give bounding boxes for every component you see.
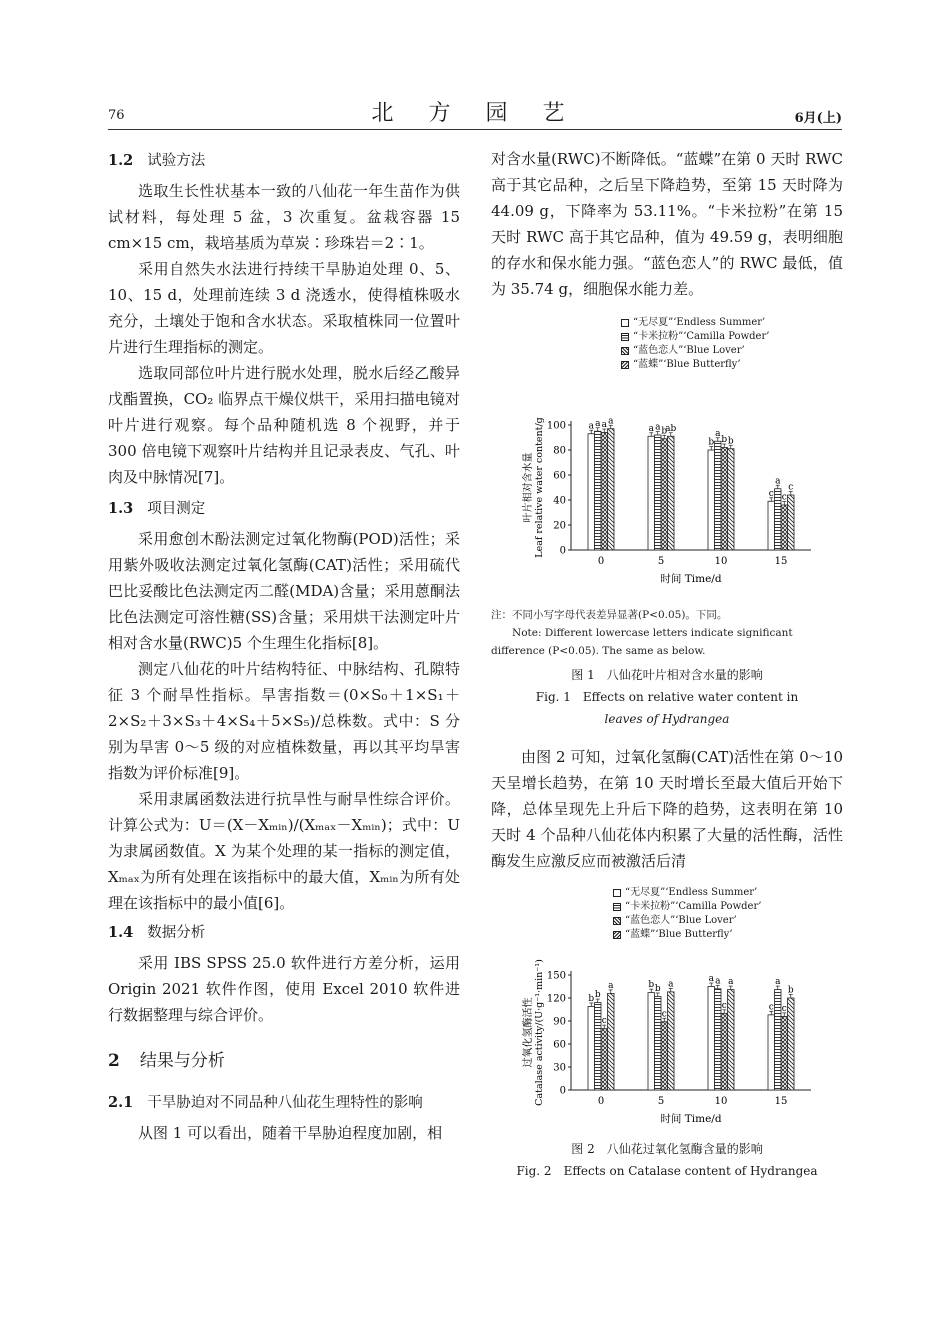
significance-letter: c <box>768 488 774 499</box>
paragraph: 从图 1 可以看出，随着干旱胁迫程度加剧，相 <box>138 1124 443 1142</box>
bar <box>768 501 775 550</box>
significance-letter: a <box>715 976 721 987</box>
bar <box>601 1029 608 1090</box>
x-axis-label: 时间 Time/d <box>660 1113 722 1125</box>
y-tick-label: 30 <box>553 1062 566 1074</box>
figure-1-caption-cn: 图 1 八仙花叶片相对含水量的影响 <box>571 668 763 682</box>
significance-letter: a <box>601 420 607 430</box>
y-tick-label: 60 <box>553 470 566 482</box>
y-axis-label-cn: 过氧化氢酶活性 <box>523 997 534 1068</box>
figure-1 <box>491 316 843 588</box>
legend-item: “蓝色恋人”‘Blue Lover’ <box>621 344 769 358</box>
significance-letter: a <box>595 418 601 429</box>
figure-1-caption-en: Fig. 1 Effects on relative water content in <box>535 690 799 704</box>
y-tick-label: 90 <box>553 1016 566 1028</box>
issue-label: 6月(上) <box>794 111 842 126</box>
significance-letter: a <box>608 980 614 991</box>
bar <box>775 489 782 550</box>
x-tick-label: 0 <box>597 556 605 567</box>
significance-letter: c <box>661 1009 667 1020</box>
bar <box>715 441 722 550</box>
bar <box>728 449 735 550</box>
legend-item: “卡米拉粉”‘Camilla Powder’ <box>621 330 769 344</box>
bar <box>601 433 608 551</box>
y-tick-label: 80 <box>553 445 566 457</box>
y-tick-label: 100 <box>546 420 566 432</box>
y-axis-label-en: Catalase activity/(U·g⁻¹·min⁻¹) <box>534 959 545 1106</box>
significance-letter: c <box>601 1016 607 1027</box>
figure-note-cn: 注：不同小写字母代表差异显著(P<0.05)。下同。 <box>491 609 728 621</box>
legend-item: “蓝蝶”‘Blue Butterfly’ <box>613 928 761 942</box>
paragraph: 采用隶属函数法进行抗旱性与耐旱性综合评价。计算公式为：U＝(X－Xₘᵢₙ)/(Xₘₐₓ－Xₘᵢₙ)；式中：U 为隶属函数值。X 为某个处理的某一指标的测定值，Xₘₐₓ为所有处理在该指标中的最大值，Xₘᵢₙ为所有处理在该指标中的最小值[6]。 <box>108 790 460 912</box>
figure-note-en: Note: Different lowercase letters indicate significant difference (P<0.05). The same as below. <box>491 627 793 657</box>
y-tick-label: 40 <box>553 495 566 507</box>
bar <box>661 439 668 550</box>
significance-letter: a <box>608 416 614 427</box>
significance-letter: b <box>787 985 794 996</box>
x-axis-label: 时间 Time/d <box>660 573 722 585</box>
figure-2-caption-cn: 图 2 八仙花过氧化氢酶含量的影响 <box>571 1142 763 1156</box>
significance-letter: a <box>648 423 654 434</box>
significance-letter: a <box>728 977 734 988</box>
paragraph: 选取同部位叶片进行脱水处理，脱水后经乙酸异戊酯置换，CO₂ 临界点干燥仪烘干，采用扫描电镜对叶片进行观察。每个品种随机选 8 个视野，并于 300 倍电镜下观察叶片结构并且记录表皮、气孔、叶肉及中脉情况[7]。 <box>108 364 460 486</box>
bar <box>668 992 675 1090</box>
section-heading-2-1: 2.1 干旱胁迫对不同品种八仙花生理特性的影响 <box>108 1094 423 1111</box>
legend-item: “蓝色恋人”‘Blue Lover’ <box>613 914 761 928</box>
section-heading-1-3: 1.3 项目测定 <box>108 500 206 517</box>
bar <box>595 431 602 550</box>
bar <box>588 434 595 550</box>
paragraph: 由图 2 可知，过氧化氢酶(CAT)活性在第 0～10 天呈增长趋势，在第 10 天时增长至最大值后开始下降，总体呈现先上升后下降的趋势，这表明在第 10 天时 4 个品种八仙花体内积累了大量的活性酶，活性酶发生应激反应而被激活后清 <box>491 748 843 870</box>
header-rule <box>108 129 842 130</box>
bar <box>781 505 788 550</box>
paragraph: 测定八仙花的叶片结构特征、中脉结构、孔隙特征 3 个耐旱性指标。旱害指数＝(0×S₀＋1×S₁＋2×S₂＋3×S₃＋4×S₄＋5×S₅)/总株数。式中：S 分别为旱害 0～5 级的对应植株数量，再以其平均旱害指数为评价标准[9]。 <box>108 660 460 782</box>
significance-letter: c <box>788 482 794 493</box>
bar <box>661 1022 668 1090</box>
x-tick-label: 5 <box>657 1096 665 1107</box>
paragraph: 采用愈创木酚法测定过氧化物酶(POD)活性；采用紫外吸收法测定过氧化氢酶(CAT)活性；采用硫代巴比妥酸比色法测定丙二醛(MDA)含量；采用蒽酮法比色法测定可溶性糖(SS)含量；采用烘干法测定叶片相对含水量(RWC)5 个生理生化指标[8]。 <box>108 530 460 652</box>
bar <box>608 993 615 1090</box>
bar <box>715 989 722 1090</box>
significance-letter: c <box>768 1002 774 1013</box>
y-tick-label: 150 <box>546 970 566 982</box>
significance-letter: a <box>668 979 674 990</box>
x-tick-label: 15 <box>774 1096 788 1107</box>
figure-1-caption-en-2: leaves of Hydrangea <box>604 712 730 726</box>
paragraph: 采用 IBS SPSS 25.0 软件进行方差分析，运用 Origin 2021 软件作图，使用 Excel 2010 软件进行数据整理与综合评价。 <box>108 954 460 1024</box>
significance-letter: b <box>661 426 668 437</box>
y-tick-label: 0 <box>559 545 566 557</box>
significance-letter: b <box>708 437 715 448</box>
chart-1-svg <box>491 316 843 588</box>
bar <box>655 996 662 1090</box>
paragraph: 选取生长性状基本一致的八仙花一年生苗作为供试材料，每处理 5 盆，3 次重复。盆栽容器 15 cm×15 cm，栽培基质为草炭∶珍珠岩＝2∶1。 <box>108 182 460 252</box>
page-number: 76 <box>108 108 125 123</box>
significance-letter: b <box>727 436 734 447</box>
x-tick-label: 0 <box>597 1096 605 1107</box>
x-tick-label: 10 <box>714 1096 728 1107</box>
bar <box>721 448 728 551</box>
bar <box>728 990 735 1090</box>
section-heading-1-4: 1.4 数据分析 <box>108 924 206 941</box>
significance-letter: c <box>781 492 787 503</box>
y-tick-label: 0 <box>559 1085 566 1097</box>
significance-letter: a <box>775 977 781 988</box>
significance-letter: b <box>654 983 661 994</box>
bar <box>788 495 795 550</box>
legend-item: “无尽夏”‘Endless Summer’ <box>613 886 761 900</box>
bar <box>708 987 715 1091</box>
significance-letter: b <box>594 990 601 1001</box>
figure-2-caption-en: Fig. 2 Effects on Catalase content of Hydrangea <box>516 1164 818 1178</box>
left-column <box>108 146 460 1146</box>
bar <box>588 1006 595 1090</box>
y-tick-label: 20 <box>553 520 566 532</box>
significance-letter: ab <box>665 423 677 434</box>
chart-2-svg <box>491 886 843 1132</box>
paragraph: 对含水量(RWC)不断降低。“蓝蝶”在第 0 天时 RWC 高于其它品种，之后呈下降趋势，至第 15 天时降为 44.09 g，下降率为 53.11%。“卡米拉粉”在第 15 天时 RWC 高于其它品种，值为 49.59 g，表明细胞的存水和保水能力强。“蓝色恋人”的 RWC 最低，值为 35.74 g，细胞保水能力差。 <box>491 150 843 298</box>
significance-letter: a <box>708 974 714 984</box>
bar <box>781 1016 788 1090</box>
y-axis-label-en: Leaf relative water content/g <box>534 417 545 558</box>
figure-2 <box>491 886 843 1132</box>
x-tick-label: 5 <box>657 556 665 567</box>
significance-letter: a <box>655 422 661 433</box>
x-tick-label: 10 <box>714 556 728 567</box>
x-tick-label: 15 <box>774 556 788 567</box>
legend-item: “卡米拉粉”‘Camilla Powder’ <box>613 900 761 914</box>
legend-item: “蓝蝶”‘Blue Butterfly’ <box>621 358 769 372</box>
bar <box>708 450 715 550</box>
bar <box>721 1013 728 1090</box>
significance-letter: a <box>588 421 594 432</box>
significance-letter: b <box>721 435 728 445</box>
significance-letter: a <box>775 476 781 487</box>
right-column <box>491 146 843 1182</box>
section-heading-2: 2 结果与分析 <box>108 1051 225 1071</box>
bar <box>775 990 782 1090</box>
section-heading-1-2: 1.2 试验方法 <box>108 152 206 169</box>
significance-letter: a <box>715 428 721 439</box>
significance-letter: b <box>588 993 595 1004</box>
bar <box>655 435 662 550</box>
bar <box>648 993 655 1090</box>
y-tick-label: 60 <box>553 1039 566 1051</box>
significance-letter: c <box>781 1003 787 1014</box>
bar <box>788 998 795 1090</box>
y-axis-label-cn: 叶片相对含水量 <box>523 452 534 523</box>
significance-letter: c <box>721 1000 727 1011</box>
bar <box>608 429 615 550</box>
y-tick-label: 120 <box>546 993 566 1005</box>
significance-letter: b <box>648 980 655 991</box>
journal-title: 北 方 园 艺 <box>371 101 579 126</box>
bar <box>768 1015 775 1090</box>
bar <box>648 436 655 550</box>
legend-item: “无尽夏”‘Endless Summer’ <box>621 316 769 330</box>
bar <box>595 1003 602 1090</box>
bar <box>668 436 675 550</box>
paragraph: 采用自然失水法进行持续干旱胁迫处理 0、5、10、15 d，处理前连续 3 d 浇透水，使得植株吸水充分，土壤处于饱和含水状态。采取植株同一位置叶片进行生理指标的测定。 <box>108 260 460 356</box>
